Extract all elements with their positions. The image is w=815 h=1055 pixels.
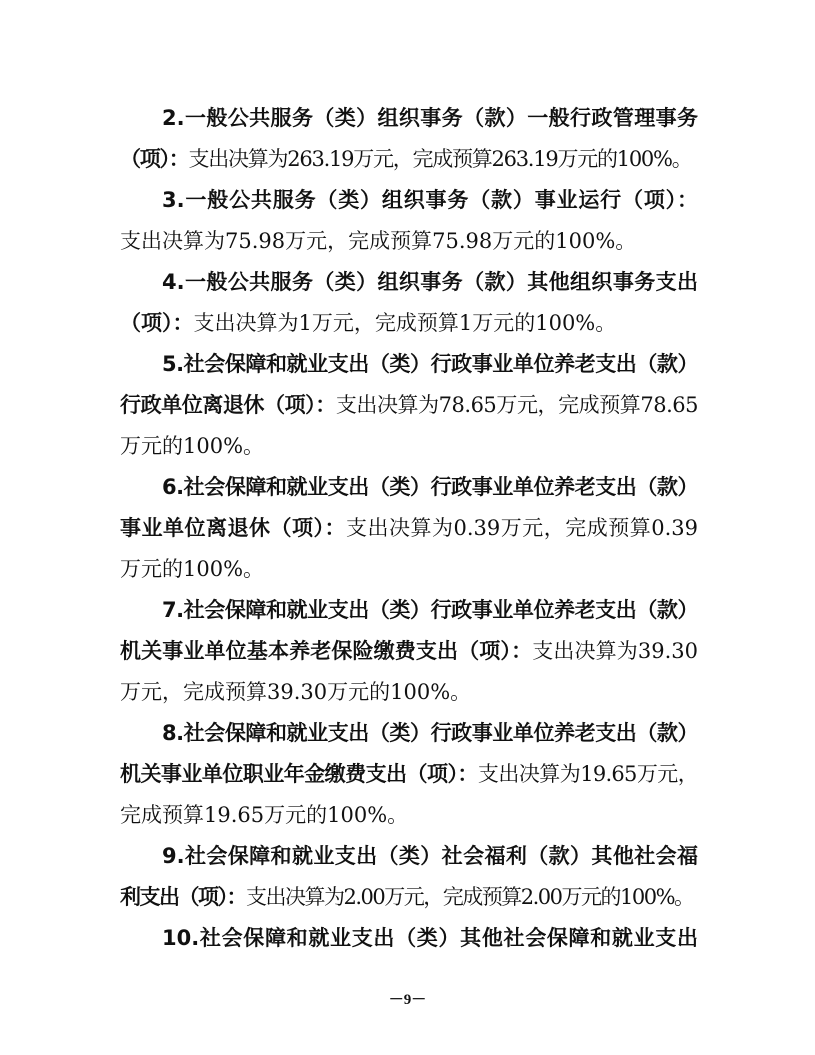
paragraph-item-8 bbox=[120, 713, 698, 836]
paragraph-item-9 bbox=[120, 836, 698, 918]
item-heading-tail: 事业单位离退休（项）： bbox=[120, 516, 346, 540]
item-text-end: 万元，完成预算39.30万元的100%。 bbox=[120, 680, 472, 704]
paragraph-item-3 bbox=[120, 180, 698, 262]
item-line bbox=[120, 303, 698, 344]
item-line bbox=[120, 631, 698, 672]
item-line bbox=[120, 877, 698, 918]
item-text: 支出决算为0.39万元，完成预算0.39 bbox=[346, 516, 699, 540]
item-line bbox=[120, 139, 698, 180]
paragraph-item-7 bbox=[120, 590, 698, 713]
item-line bbox=[120, 508, 698, 549]
page-number: －9－ bbox=[388, 992, 427, 1008]
paragraph-item-5 bbox=[120, 344, 698, 467]
item-text: 支出决算为1万元，完成预算1万元的100%。 bbox=[193, 311, 617, 335]
paragraph-item-4 bbox=[120, 262, 698, 344]
item-heading: 4.一般公共服务（类）组织事务（款）其他组织事务支出 bbox=[162, 270, 698, 294]
item-text-end: 完成预算19.65万元的100%。 bbox=[120, 803, 409, 827]
item-text: 支出决算为75.98万元，完成预算75.98万元的100%。 bbox=[120, 229, 637, 253]
item-text-end: 万元的100%。 bbox=[120, 434, 265, 458]
item-line bbox=[120, 385, 698, 426]
item-heading: 2.一般公共服务（类）组织事务（款）一般行政管理事务 bbox=[162, 106, 698, 130]
item-text: 支出决算为2.00万元，完成预算2.00万元的100%。 bbox=[246, 885, 694, 909]
paragraph-item-10 bbox=[120, 918, 698, 959]
item-heading-tail: （项）： bbox=[120, 311, 194, 335]
item-text: 支出决算为263.19万元，完成预算263.19万元的100%。 bbox=[188, 147, 692, 171]
item-heading: 7.社会保障和就业支出（类）行政事业单位养老支出（款） bbox=[162, 598, 698, 622]
item-text: 支出决算为78.65万元，完成预算78.65 bbox=[335, 393, 698, 417]
item-text: 支出决算为19.65万元， bbox=[477, 762, 699, 786]
item-text: 支出决算为39.30 bbox=[532, 639, 698, 663]
paragraph-item-6 bbox=[120, 467, 698, 590]
item-heading: 9.社会保障和就业支出（类）社会福利（款）其他社会福 bbox=[162, 844, 698, 868]
item-heading: 5.社会保障和就业支出（类）行政事业单位养老支出（款） bbox=[162, 352, 698, 376]
item-heading-tail: 机关事业单位职业年金缴费支出（项）： bbox=[120, 762, 478, 786]
item-heading: 3.一般公共服务（类）组织事务（款）事业运行（项）： bbox=[162, 188, 698, 212]
item-text-end: 万元的100%。 bbox=[120, 557, 265, 581]
item-heading-tail: 行政单位离退休（项）： bbox=[120, 393, 336, 417]
item-heading-tail: （项）： bbox=[120, 147, 189, 171]
item-heading: 8.社会保障和就业支出（类）行政事业单位养老支出（款） bbox=[162, 721, 698, 745]
item-heading-tail: 利支出（项）： bbox=[120, 885, 246, 909]
item-heading-tail: 机关事业单位基本养老保险缴费支出（项）： bbox=[120, 639, 533, 663]
item-heading: 6.社会保障和就业支出（类）行政事业单位养老支出（款） bbox=[162, 475, 698, 499]
item-line bbox=[120, 754, 698, 795]
paragraph-item-2 bbox=[120, 98, 698, 180]
item-heading: 10.社会保障和就业支出（类）其他社会保障和就业支出 bbox=[162, 926, 698, 950]
document-body bbox=[120, 98, 698, 959]
